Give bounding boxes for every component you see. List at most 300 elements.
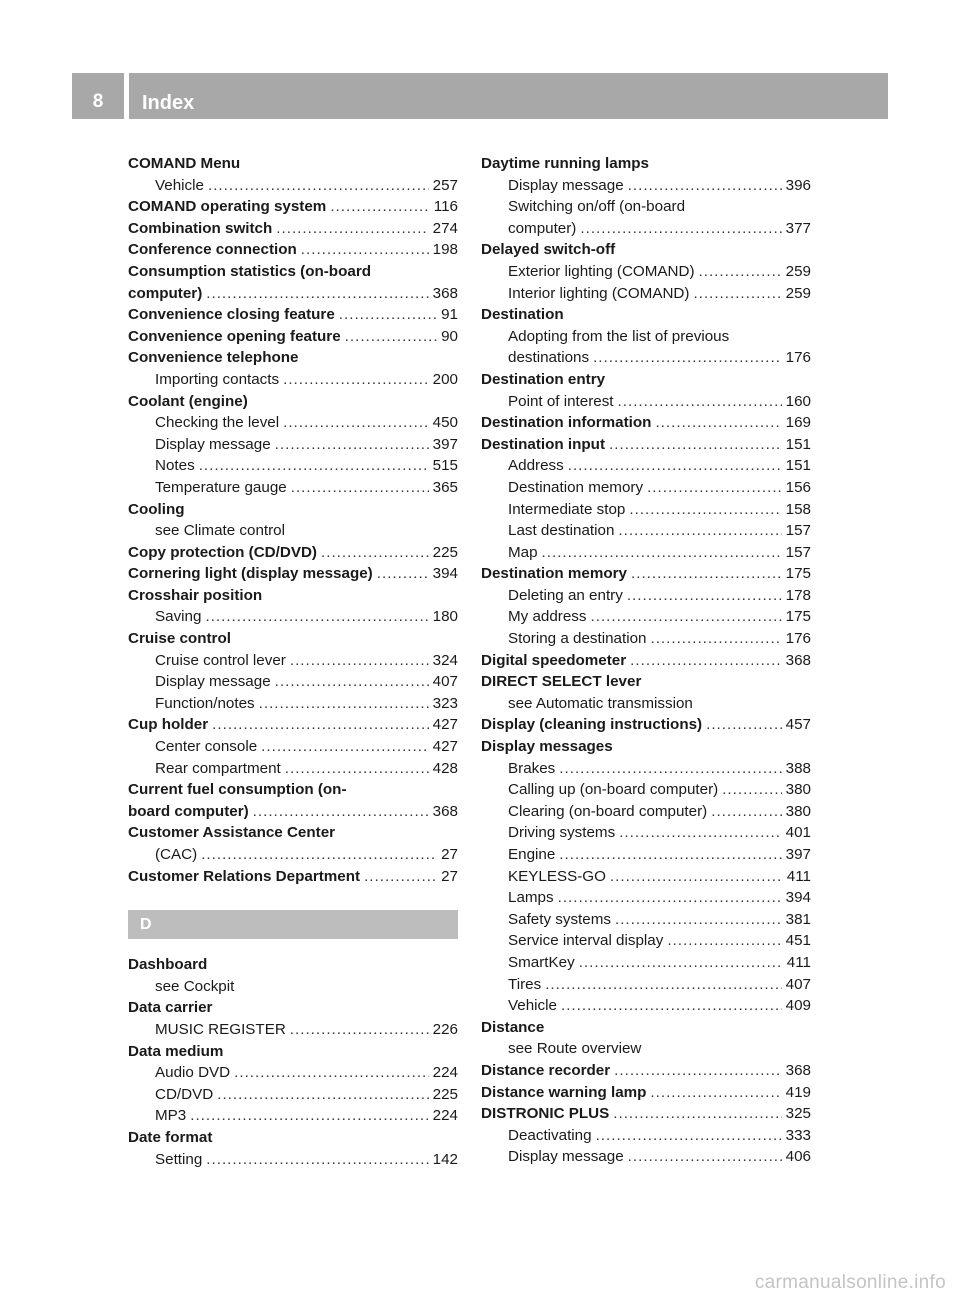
page-reference[interactable]: 407 xyxy=(785,975,811,993)
entry-label: Conference connection xyxy=(128,241,297,259)
index-subentry xyxy=(481,175,811,197)
dot-leader xyxy=(275,671,429,693)
index-entry xyxy=(128,822,458,844)
index-subentry xyxy=(481,326,811,348)
dot-leader xyxy=(614,1060,782,1082)
header-divider xyxy=(124,73,129,119)
page-reference[interactable]: 91 xyxy=(441,306,458,324)
page-reference[interactable]: 225 xyxy=(432,1085,458,1103)
dot-leader xyxy=(627,585,782,607)
entry-label: Daytime running lamps xyxy=(481,155,649,172)
entry-label: Deactivating xyxy=(508,1126,592,1144)
index-subentry xyxy=(481,347,811,369)
page-number: 8 xyxy=(92,91,104,112)
index-subentry xyxy=(128,758,458,780)
page-reference[interactable]: 226 xyxy=(432,1020,458,1038)
page-reference[interactable]: 176 xyxy=(785,630,811,648)
entry-label: Distance warning lamp xyxy=(481,1083,647,1101)
index-subentry xyxy=(481,196,811,218)
entry-label: Importing contacts xyxy=(155,370,280,388)
index-entry xyxy=(128,347,458,369)
page-header xyxy=(72,73,888,119)
dot-leader xyxy=(647,477,782,499)
entry-label: MUSIC REGISTER xyxy=(155,1020,286,1038)
index-subentry xyxy=(481,1125,811,1147)
entry-label: Setting xyxy=(155,1150,203,1168)
entry-label: Destination entry xyxy=(481,370,606,388)
dot-leader xyxy=(275,434,429,456)
index-subentry xyxy=(481,974,811,996)
page-reference[interactable]: 368 xyxy=(432,284,458,302)
entry-label: destinations xyxy=(508,349,590,367)
entry-label: Notes xyxy=(155,457,195,475)
index-entry xyxy=(481,412,811,434)
page-reference[interactable]: 396 xyxy=(785,176,811,194)
dot-leader xyxy=(199,455,429,477)
index-entry xyxy=(128,326,458,348)
section-letter-bar xyxy=(128,910,458,939)
page-reference[interactable]: 169 xyxy=(785,414,811,432)
page-reference[interactable]: 142 xyxy=(432,1150,458,1168)
entry-label: Service interval display xyxy=(508,932,664,950)
entry-label: Safety systems xyxy=(508,910,611,928)
entry-label: Destination memory xyxy=(481,565,628,583)
entry-label: Switching on/off (on-board xyxy=(508,198,686,216)
index-entry xyxy=(128,542,458,564)
dot-leader xyxy=(650,1082,781,1104)
entry-label: Cup holder xyxy=(128,716,209,734)
dot-leader xyxy=(545,974,781,996)
index-subentry xyxy=(481,499,811,521)
dot-leader xyxy=(618,520,781,542)
dot-leader xyxy=(290,650,429,672)
index-subentry xyxy=(128,650,458,672)
page-reference[interactable]: 397 xyxy=(432,435,458,453)
entry-label: My address xyxy=(508,608,587,626)
dot-leader xyxy=(208,175,429,197)
dot-leader xyxy=(234,1062,429,1084)
index-entry xyxy=(128,563,458,585)
index-entry xyxy=(128,1041,458,1063)
entry-label: Customer Assistance Center xyxy=(128,824,336,842)
index-entry xyxy=(481,650,811,672)
index-entry xyxy=(481,239,811,261)
index-subentry xyxy=(481,758,811,780)
index-subentry xyxy=(481,909,811,931)
page-reference[interactable]: 175 xyxy=(785,565,811,583)
index-subentry xyxy=(128,606,458,628)
dot-leader xyxy=(339,304,437,326)
entry-label: Cornering light (display message) xyxy=(128,565,373,583)
entry-label: Vehicle xyxy=(508,997,557,1015)
index-subentry xyxy=(481,844,811,866)
dot-leader xyxy=(190,1105,428,1127)
index-subentry xyxy=(481,887,811,909)
dot-leader xyxy=(206,283,428,305)
index-entry xyxy=(128,391,458,413)
page-reference[interactable]: 368 xyxy=(785,1061,811,1079)
index-entry xyxy=(128,714,458,736)
page-reference[interactable]: 409 xyxy=(785,997,811,1015)
page-reference[interactable]: 380 xyxy=(785,802,811,820)
page-reference[interactable]: 428 xyxy=(432,759,458,777)
page-reference[interactable]: 180 xyxy=(432,608,458,626)
index-entry xyxy=(128,261,458,283)
page-reference[interactable]: 388 xyxy=(785,759,811,777)
entry-label: see Cockpit xyxy=(155,977,235,995)
entry-label: Audio DVD xyxy=(155,1064,231,1082)
index-entry xyxy=(128,218,458,240)
index-subentry xyxy=(481,866,811,888)
index-subentry xyxy=(481,1038,811,1060)
index-subentry xyxy=(481,822,811,844)
index-entry xyxy=(481,153,811,175)
entry-label: Vehicle xyxy=(155,176,204,194)
index-entry xyxy=(128,801,458,823)
entry-label: Temperature gauge xyxy=(155,478,287,496)
page-reference[interactable]: 333 xyxy=(785,1126,811,1144)
dot-leader xyxy=(205,606,428,628)
page-reference[interactable]: 160 xyxy=(785,392,811,410)
index-column-right xyxy=(481,153,811,1168)
index-subentry xyxy=(128,844,458,866)
page-reference[interactable]: 176 xyxy=(785,349,811,367)
entry-label: computer) xyxy=(128,284,203,302)
dot-leader xyxy=(628,1146,782,1168)
page-reference[interactable]: 451 xyxy=(785,932,811,950)
index-subentry xyxy=(481,391,811,413)
dot-leader xyxy=(711,801,781,823)
dot-leader xyxy=(345,326,437,348)
dot-leader xyxy=(301,239,429,261)
entry-label: see Route overview xyxy=(508,1040,642,1058)
page-reference[interactable]: 90 xyxy=(441,327,458,345)
page-reference[interactable]: 175 xyxy=(785,608,811,626)
index-entry xyxy=(481,369,811,391)
index-entry xyxy=(128,628,458,650)
entry-label: board computer) xyxy=(128,802,249,820)
dot-leader xyxy=(591,606,782,628)
entry-label: Current fuel consumption (on- xyxy=(128,781,347,799)
page-reference[interactable]: 457 xyxy=(785,716,811,734)
entry-label: Display (cleaning instructions) xyxy=(481,716,703,734)
entry-label: Consumption statistics (on-board xyxy=(128,262,371,280)
page-reference[interactable]: 381 xyxy=(785,910,811,928)
entry-label: Clearing (on-board computer) xyxy=(508,802,708,820)
entry-label: Display message xyxy=(508,176,624,194)
entry-label: Combination switch xyxy=(128,219,273,237)
dot-leader xyxy=(285,758,429,780)
dot-leader xyxy=(615,909,782,931)
index-entry xyxy=(481,1082,811,1104)
page-reference[interactable]: 178 xyxy=(785,586,811,604)
page-reference[interactable]: 156 xyxy=(785,478,811,496)
entry-label: see Automatic transmission xyxy=(508,694,693,712)
index-subentry xyxy=(128,434,458,456)
entry-label: Convenience opening feature xyxy=(128,327,341,345)
entry-label: DIRECT SELECT lever xyxy=(481,673,642,691)
entry-label: Destination memory xyxy=(508,478,644,496)
dot-leader xyxy=(596,1125,782,1147)
index-subentry xyxy=(481,218,811,240)
page-reference[interactable]: 157 xyxy=(785,543,811,561)
page-reference[interactable]: 274 xyxy=(432,219,458,237)
entry-label: Date format xyxy=(128,1128,213,1146)
page-reference[interactable]: 325 xyxy=(785,1105,811,1123)
page-reference[interactable]: 427 xyxy=(432,716,458,734)
dot-leader xyxy=(629,499,781,521)
dot-leader xyxy=(377,563,429,585)
index-entry xyxy=(481,434,811,456)
entry-label: Checking the level xyxy=(155,414,280,432)
page-reference[interactable]: 225 xyxy=(432,543,458,561)
entry-label: Digital speedometer xyxy=(481,651,627,669)
index-subentry xyxy=(128,736,458,758)
index-subentry xyxy=(128,520,458,542)
entry-label: MP3 xyxy=(155,1107,187,1125)
section-letter: D xyxy=(140,916,152,934)
index-entry xyxy=(481,736,811,758)
index-entry xyxy=(481,1017,811,1039)
page-reference[interactable]: 406 xyxy=(785,1148,811,1166)
entry-label: computer) xyxy=(508,219,577,237)
entry-label: Rear compartment xyxy=(155,759,281,777)
page-reference[interactable]: 365 xyxy=(432,478,458,496)
index-subentry xyxy=(128,369,458,391)
index-entry xyxy=(128,997,458,1019)
dot-leader xyxy=(330,196,429,218)
page-reference[interactable]: 158 xyxy=(785,500,811,518)
page-reference[interactable]: 368 xyxy=(785,651,811,669)
index-subentry xyxy=(481,477,811,499)
page-reference[interactable]: 394 xyxy=(785,889,811,907)
entry-label: Engine xyxy=(508,846,556,863)
page-reference[interactable]: 427 xyxy=(432,738,458,756)
page-reference[interactable]: 151 xyxy=(785,457,811,475)
dot-leader xyxy=(558,887,782,909)
dot-leader xyxy=(630,650,781,672)
index-subentry xyxy=(481,628,811,650)
entry-label: KEYLESS-GO xyxy=(508,867,606,885)
page-reference[interactable]: 368 xyxy=(432,802,458,820)
index-entry xyxy=(128,239,458,261)
page-reference[interactable]: 401 xyxy=(785,824,811,842)
entry-label: Data medium xyxy=(128,1042,224,1060)
entry-label: Destination information xyxy=(481,414,652,432)
dot-leader xyxy=(699,261,782,283)
index-subentry xyxy=(481,693,811,715)
index-entry xyxy=(128,954,458,976)
dot-leader xyxy=(217,1084,428,1106)
page-reference[interactable]: 397 xyxy=(785,846,811,863)
entry-label: Exterior lighting (COMAND) xyxy=(508,262,695,280)
page-reference[interactable]: 324 xyxy=(432,651,458,669)
entry-label: (CAC) xyxy=(155,846,198,863)
page-reference[interactable]: 419 xyxy=(785,1083,811,1101)
dot-leader xyxy=(609,434,782,456)
entry-label: Convenience closing feature xyxy=(128,306,335,324)
dot-leader xyxy=(201,844,437,866)
index-entry xyxy=(128,1127,458,1149)
page-reference[interactable]: 27 xyxy=(441,846,458,863)
entry-label: Convenience telephone xyxy=(128,349,299,367)
index-subentry xyxy=(128,1019,458,1041)
dot-leader xyxy=(212,714,429,736)
entry-label: Crosshair position xyxy=(128,586,263,604)
entry-label: Last destination xyxy=(508,522,615,540)
page-reference[interactable]: 157 xyxy=(785,522,811,540)
entry-label: Destination input xyxy=(481,435,606,453)
index-subentry xyxy=(128,1084,458,1106)
entry-label: see Climate control xyxy=(155,522,285,540)
entry-label: CD/DVD xyxy=(155,1085,214,1103)
entry-label: COMAND operating system xyxy=(128,198,327,216)
index-subentry xyxy=(481,542,811,564)
entry-label: Cooling xyxy=(128,500,185,518)
dot-leader xyxy=(568,455,782,477)
dot-leader xyxy=(561,995,782,1017)
entry-label: Center console xyxy=(155,738,258,756)
dot-leader xyxy=(559,844,781,866)
dot-leader xyxy=(206,1149,428,1171)
dot-leader xyxy=(631,563,782,585)
page-reference[interactable]: 394 xyxy=(432,565,458,583)
index-entry xyxy=(128,866,458,888)
dot-leader xyxy=(613,1103,781,1125)
entry-label: Tires xyxy=(508,975,542,993)
index-entry xyxy=(128,304,458,326)
entry-label: Display message xyxy=(508,1148,624,1166)
index-entry xyxy=(128,779,458,801)
index-entry xyxy=(481,304,811,326)
index-subentry xyxy=(128,1105,458,1127)
dot-leader xyxy=(580,218,781,240)
page-reference[interactable]: 116 xyxy=(433,198,458,216)
index-subentry xyxy=(128,1062,458,1084)
entry-label: Destination xyxy=(481,306,564,324)
page-reference[interactable]: 407 xyxy=(432,673,458,691)
entry-label: Display messages xyxy=(481,738,613,756)
page-reference[interactable]: 257 xyxy=(432,176,458,194)
dot-leader xyxy=(259,693,429,715)
entry-label: Saving xyxy=(155,608,202,626)
index-entry xyxy=(128,499,458,521)
index-column-left xyxy=(128,153,458,1170)
dot-leader xyxy=(542,542,782,564)
index-subentry xyxy=(481,801,811,823)
page-reference[interactable]: 450 xyxy=(432,414,458,432)
index-subentry xyxy=(128,412,458,434)
index-subentry xyxy=(128,455,458,477)
entry-label: Delayed switch-off xyxy=(481,241,616,259)
entry-label: Cruise control xyxy=(128,630,231,648)
entry-label: Intermediate stop xyxy=(508,500,626,518)
page-reference[interactable]: 224 xyxy=(432,1064,458,1082)
entry-label: Dashboard xyxy=(128,956,208,974)
page-reference[interactable]: 259 xyxy=(785,262,811,280)
entry-label: Copy protection (CD/DVD) xyxy=(128,543,317,561)
page-reference[interactable]: 151 xyxy=(785,435,811,453)
page-reference[interactable]: 224 xyxy=(432,1107,458,1125)
index-subentry xyxy=(128,1149,458,1171)
dot-leader xyxy=(291,477,429,499)
dot-leader xyxy=(321,542,429,564)
index-subentry xyxy=(481,930,811,952)
entry-label: Address xyxy=(508,457,564,475)
index-subentry xyxy=(128,175,458,197)
dot-leader xyxy=(253,801,429,823)
page-reference[interactable]: 515 xyxy=(432,457,458,475)
entry-label: Coolant (engine) xyxy=(128,392,248,410)
index-entry xyxy=(481,1103,811,1125)
entry-label: Adopting from the list of previous xyxy=(508,327,730,345)
index-subentry xyxy=(481,606,811,628)
watermark: carmanualsonline.info xyxy=(754,1272,946,1293)
page-reference[interactable]: 377 xyxy=(785,219,811,237)
index-subentry xyxy=(128,671,458,693)
index-subentry xyxy=(128,976,458,998)
entry-label: Display message xyxy=(155,673,271,691)
dot-leader xyxy=(628,175,782,197)
index-subentry xyxy=(481,283,811,305)
index-entry xyxy=(128,283,458,305)
dot-leader xyxy=(706,714,782,736)
index-entry xyxy=(128,196,458,218)
index-entry xyxy=(481,714,811,736)
dot-leader xyxy=(559,758,781,780)
entry-label: Distance xyxy=(481,1018,545,1036)
index-subentry xyxy=(128,477,458,499)
index-entry xyxy=(128,153,458,175)
entry-label: Distance recorder xyxy=(481,1061,611,1079)
dot-leader xyxy=(619,822,781,844)
entry-label: Display message xyxy=(155,435,271,453)
dot-leader xyxy=(290,1019,429,1041)
index-subentry xyxy=(481,1146,811,1168)
entry-label: DISTRONIC PLUS xyxy=(481,1105,610,1123)
entry-label: Data carrier xyxy=(128,999,213,1017)
entry-label: Storing a destination xyxy=(508,630,647,648)
dot-leader xyxy=(618,391,782,413)
dot-leader xyxy=(593,347,782,369)
page-title: Index xyxy=(142,92,195,114)
dot-leader xyxy=(283,412,429,434)
dot-leader xyxy=(655,412,781,434)
dot-leader xyxy=(722,779,781,801)
page-reference[interactable]: 323 xyxy=(432,694,458,712)
page-reference[interactable]: 380 xyxy=(785,781,811,799)
entry-label: Point of interest xyxy=(508,392,614,410)
entry-label: Driving systems xyxy=(508,824,616,842)
page-reference[interactable]: 200 xyxy=(432,370,458,388)
page-reference[interactable]: 411 xyxy=(786,953,811,971)
index-entry xyxy=(481,671,811,693)
index-subentry xyxy=(481,455,811,477)
page-reference[interactable]: 198 xyxy=(432,241,458,259)
page-reference[interactable]: 259 xyxy=(785,284,811,302)
index-entry xyxy=(481,563,811,585)
entry-label: Cruise control lever xyxy=(155,651,286,669)
page-reference[interactable]: 27 xyxy=(441,867,458,885)
entry-label: Interior lighting (COMAND) xyxy=(508,284,690,302)
dot-leader xyxy=(261,736,429,758)
dot-leader xyxy=(693,283,781,305)
index-subentry xyxy=(481,995,811,1017)
page-reference[interactable]: 411 xyxy=(786,867,811,885)
index-subentry xyxy=(481,952,811,974)
dot-leader xyxy=(276,218,428,240)
entry-label: Lamps xyxy=(508,889,554,907)
